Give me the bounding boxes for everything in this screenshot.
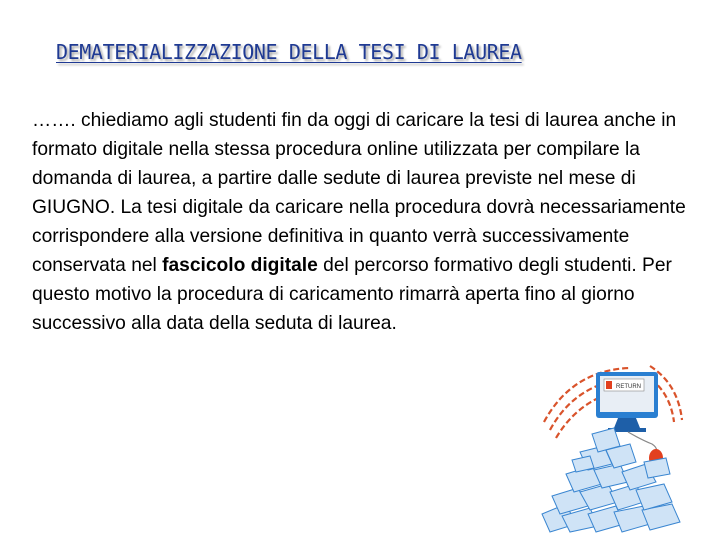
paragraph-text-1: ……. chiediamo agli studenti fin da oggi di caricare la tesi di laurea anche in formato digitale nella stessa procedura online utilizzata per compilare la domanda di laurea, a partire dalle sedute di laurea previste nel mese di GIUGNO. La tesi digitale da caricare nella procedura dovrà necessariamente corrispondere alla versione definitiva in quanto verrà successivamente conservata nel: [32, 110, 686, 276]
paragraph-bold-text: fascicolo digitale: [162, 255, 318, 276]
document-stack-icon: [542, 428, 680, 532]
monitor-icon: [596, 372, 658, 432]
slide-title: DEMATERIALIZZAZIONE DELLA TESI DI LAUREA: [56, 40, 522, 64]
body-paragraph: [32, 106, 692, 338]
paragraph-text-2: del percorso formativo degli studenti. Per questo motivo la procedura di caricamento rimarrà aperta fino al giorno successivo alla data della seduta di laurea.: [32, 255, 672, 334]
computer-documents-icon: [532, 364, 692, 534]
screen-label: RETURN: [616, 384, 641, 390]
